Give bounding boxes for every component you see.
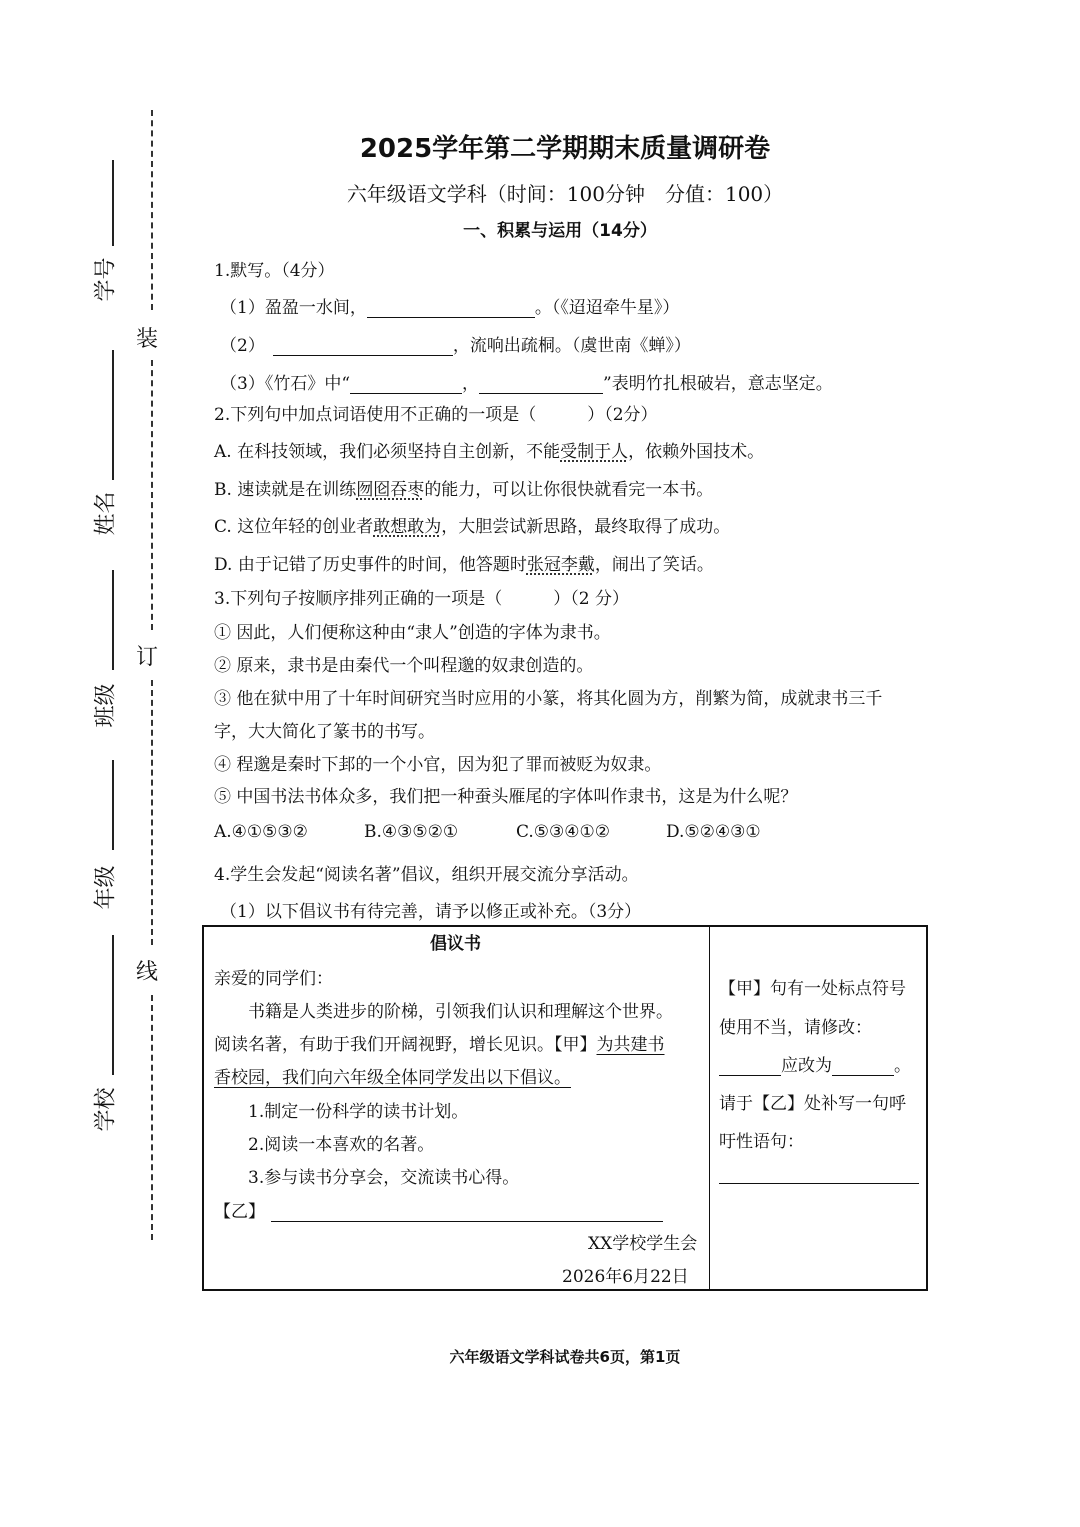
q1-item-1-text: （1）盈盈一水间，	[220, 298, 367, 318]
label-class: 班级	[93, 683, 119, 728]
q2-option-c[interactable]	[214, 512, 730, 537]
letter-paragraph-2	[214, 1030, 665, 1055]
q2-option-a-pre: A. 在科技领域，我们必须坚持自主创新，不能	[214, 442, 561, 462]
q3-option-a[interactable]: A.④①⑤③②	[214, 822, 308, 842]
q1-item-3-post: ”表明竹扎根破岩，意志坚定。	[603, 374, 833, 394]
letter-paragraph-3: 香校园，我们向六年级全体同学发出以下倡议。	[214, 1068, 571, 1088]
name-line-3	[112, 570, 114, 670]
q3-stem: 3.下列句子按顺序排列正确的一项是（ ）（2 分）	[214, 589, 629, 609]
q2-option-b[interactable]	[214, 475, 713, 500]
seal-char-ding: 订	[136, 645, 159, 670]
exam-subtitle: 六年级语文学科（时间：100分钟 分值：100）	[346, 182, 784, 206]
name-line-4	[112, 760, 114, 850]
letter-item-3: 3.参与读书分享会，交流读书心得。	[248, 1168, 520, 1188]
q2-option-d-pre: D. 由于记错了历史事件的时间，他答题时	[214, 555, 527, 575]
letter-greeting: 亲爱的同学们：	[214, 969, 333, 989]
answer-line-3	[719, 1051, 911, 1076]
seal-char-zhuang: 装	[136, 327, 159, 352]
answer-period: 。	[894, 1056, 911, 1076]
answer-line-1: 【甲】句有一处标点符号	[719, 979, 906, 999]
q1-blank-4[interactable]	[479, 375, 603, 394]
letter-yi-row	[214, 1197, 663, 1222]
q2-option-c-post: ，大胆尝试新思路，最终取得了成功。	[441, 517, 731, 537]
seal-dash-2	[151, 360, 153, 630]
q3-sentence-1: ① 因此，人们便称这种由“隶人”创造的字体为隶书。	[214, 623, 611, 643]
q1-item-2-num: （2）	[220, 336, 265, 356]
answer-write-line[interactable]	[719, 1183, 919, 1184]
answer-line-2: 使用不当，请修改：	[719, 1018, 872, 1038]
q3-sentence-3b: 字，大大简化了篆书的书写。	[214, 722, 435, 742]
q1-item-3-pre: （3）《竹石》中“	[220, 374, 351, 394]
letter-paragraph-1: 书籍是人类进步的阶梯，引领我们认识和理解这个世界。	[248, 1002, 673, 1022]
letter-jia-underlined: 为共建书	[596, 1035, 665, 1055]
label-grade: 年级	[93, 865, 119, 910]
letter-signer: XX学校学生会	[588, 1234, 698, 1254]
answer-blank-corrected[interactable]	[832, 1057, 894, 1076]
q3-option-b[interactable]: B.④③⑤②①	[364, 822, 459, 842]
letter-title: 倡议书	[430, 934, 481, 954]
letter-item-2: 2.阅读一本喜欢的名著。	[248, 1135, 435, 1155]
q2-option-a[interactable]	[214, 437, 764, 462]
proposal-box	[202, 925, 928, 1291]
seal-dash-3	[151, 680, 153, 945]
q2-stem: 2.下列句中加点词语使用不正确的一项是（ ）（2分）	[214, 405, 658, 425]
q1-item-3-comma: ，	[462, 374, 480, 394]
q2-option-c-pre: C. 这位年轻的创业者	[214, 517, 374, 537]
q2-option-d-dotted: 张冠李戴	[526, 555, 595, 575]
name-line-5	[112, 935, 114, 1075]
name-line-2	[112, 350, 114, 480]
section-heading: 一、积累与运用（14分）	[463, 221, 657, 241]
q3-sentence-2: ② 原来，隶书是由秦代一个叫程邈的奴隶创造的。	[214, 656, 594, 676]
q2-option-d[interactable]	[214, 550, 714, 575]
q1-blank-1[interactable]	[367, 299, 535, 318]
answer-blank-original[interactable]	[719, 1057, 781, 1076]
q1-stem: 1.默写。（4分）	[214, 261, 335, 281]
q4-stem: 4.学生会发起“阅读名著”倡议，组织开展交流分享活动。	[214, 865, 639, 885]
q1-item-1-source: 。（《迢迢牵牛星》）	[534, 298, 680, 318]
q2-option-a-post: ，依赖外国技术。	[628, 442, 765, 462]
q1-item-1	[220, 293, 679, 318]
q1-blank-2[interactable]	[273, 337, 453, 356]
letter-yi-blank[interactable]	[271, 1203, 663, 1222]
q4-sub-1: （1）以下倡议书有待完善，请予以修正或补充。（3分）	[220, 902, 642, 922]
letter-yi-label: 【乙】	[214, 1202, 265, 1222]
exam-title: 2025学年第二学期期末质量调研卷	[359, 134, 771, 164]
seal-char-xian: 线	[136, 960, 159, 985]
q3-option-c[interactable]: C.⑤③④①②	[516, 822, 611, 842]
q3-sentence-3a: ③ 他在狱中用了十年时间研究当时应用的小篆，将其化圆为方，削繁为简，成就隶书三千	[214, 689, 883, 709]
letter-date: 2026年6月22日	[562, 1267, 689, 1287]
letter-paragraph-2-text: 阅读名著，有助于我们开阔视野，增长见识。【甲】	[214, 1035, 597, 1055]
answer-line-4: 请于【乙】处补写一句呼	[719, 1094, 906, 1114]
q3-sentence-5: ⑤ 中国书法书体众多，我们把一种蚕头雁尾的字体叫作隶书，这是为什么呢？	[214, 787, 798, 807]
label-student-id: 学号	[93, 257, 119, 302]
page-footer: 六年级语文学科试卷共6页，第1页	[449, 1348, 681, 1366]
q2-option-d-post: ，闹出了笑话。	[594, 555, 714, 575]
q1-item-2	[220, 331, 691, 356]
q2-option-b-dotted: 囫囵吞枣	[356, 480, 425, 500]
q3-option-d[interactable]: D.⑤②④③①	[666, 822, 761, 842]
q1-item-3	[220, 369, 833, 394]
label-school: 学校	[93, 1087, 119, 1132]
q2-option-b-pre: B. 速读就是在训练	[214, 480, 357, 500]
q1-item-2-text: ，流响出疏桐。（虞世南《蝉》）	[452, 336, 691, 356]
label-name: 姓名	[93, 491, 119, 536]
answer-change-to: 应改为	[781, 1056, 832, 1076]
answer-line-5: 吁性语句：	[719, 1132, 804, 1152]
q2-option-c-dotted: 敢想敢为	[373, 517, 442, 537]
q1-blank-3[interactable]	[350, 375, 462, 394]
seal-dash-4	[151, 995, 153, 1240]
q3-sentence-4: ④ 程邈是秦时下邽的一个小官，因为犯了罪而被贬为奴隶。	[214, 755, 662, 775]
letter-item-1: 1.制定一份科学的读书计划。	[248, 1102, 469, 1122]
q2-option-a-dotted: 受制于人	[560, 442, 629, 462]
box-divider	[709, 927, 710, 1289]
q2-option-b-post: 的能力，可以让你很快就看完一本书。	[424, 480, 714, 500]
